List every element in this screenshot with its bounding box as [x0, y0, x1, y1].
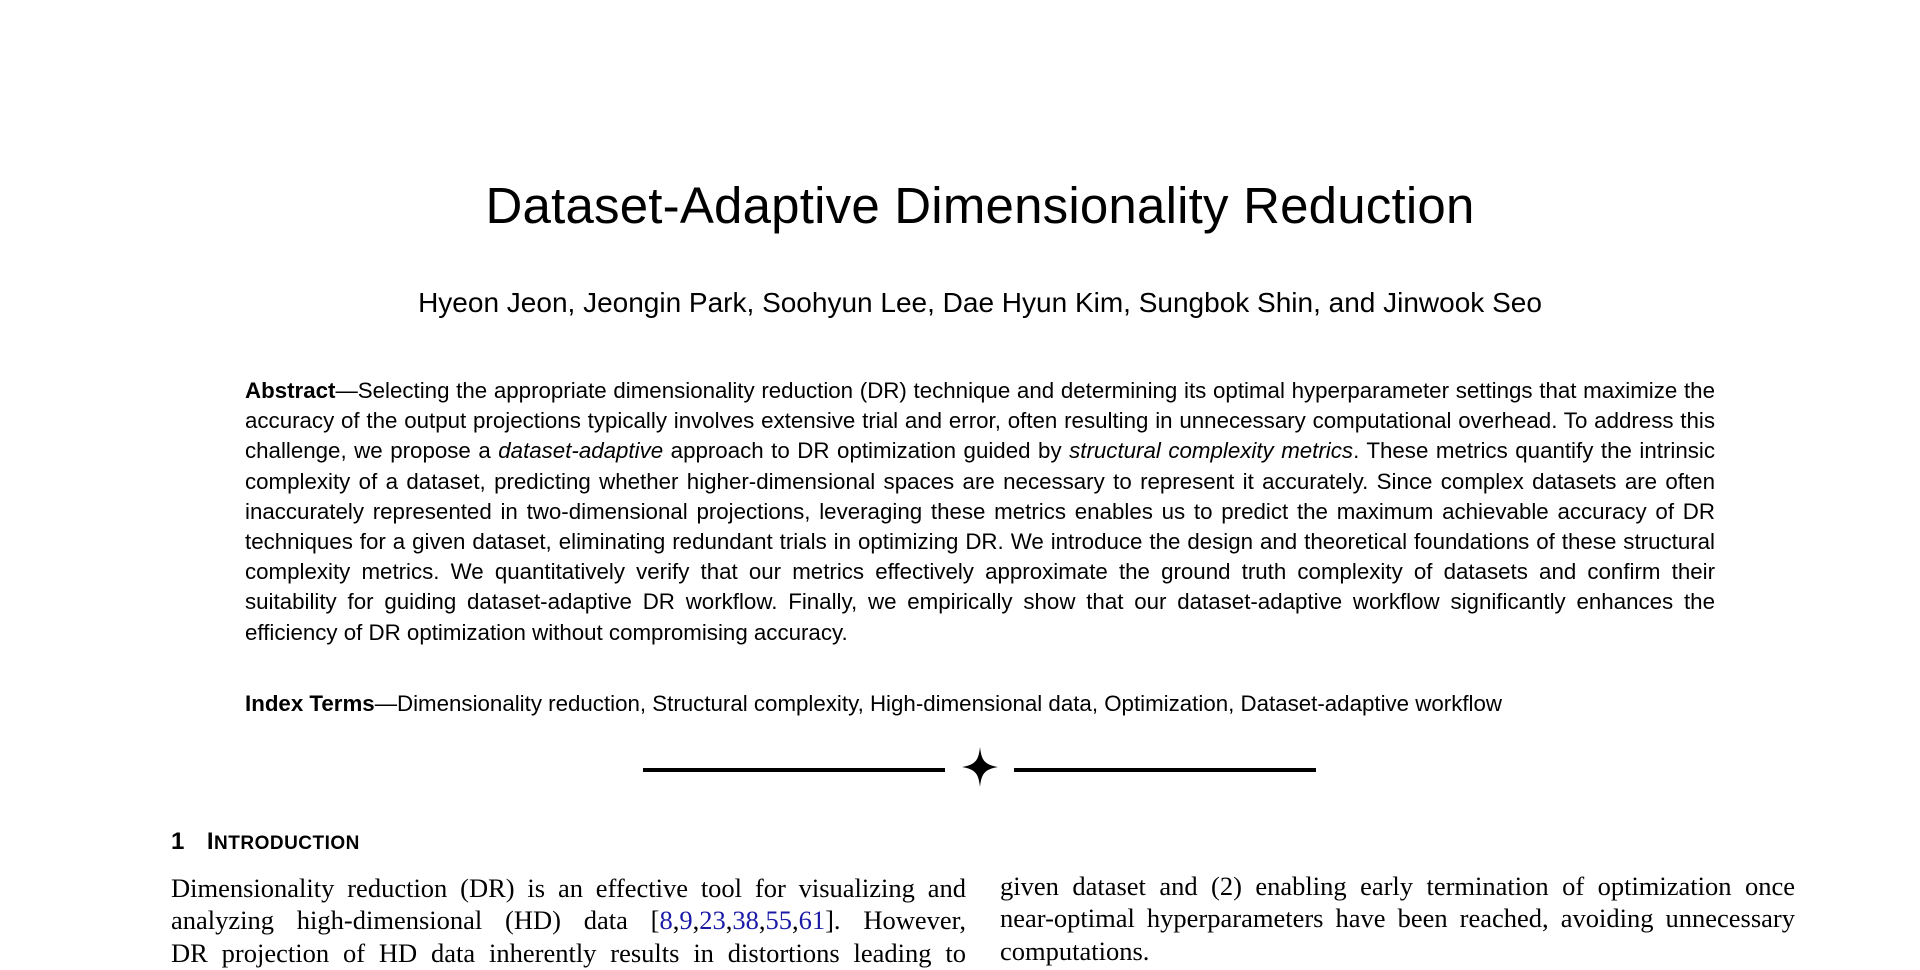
abstract-label: Abstract: [245, 378, 336, 403]
section-title-rest: NTRODUCTION: [214, 833, 360, 854]
paper-title: Dataset-Adaptive Dimensionality Reduction: [485, 177, 1475, 234]
index-terms-text: Dimensionality reduction, Structural complexity, High-dimensional data, Optimization, Dataset-adaptive workflow: [397, 691, 1503, 716]
left-column-line-2: analyzing high-dimensional (HD) data [8,9,23,38,55,61]. However,: [171, 905, 967, 936]
citation-link[interactable]: 38: [732, 905, 759, 936]
section-number: 1: [171, 828, 185, 855]
index-terms: [245, 689, 1715, 719]
index-terms-label: Index Terms: [245, 691, 375, 716]
right-column-line-1: given dataset and (2) enabling early termination of optimization once: [1000, 871, 1795, 901]
divider-right-rule: [1014, 768, 1316, 772]
section-title-initial: I: [206, 828, 215, 855]
abstract-italic-1: dataset-adaptive: [498, 438, 664, 464]
abstract-text-3: . These metrics quantify the intrinsic complexity of a dataset, predicting whether higher-dimensional spaces are necessary to represent it accurately. Since complex datasets are often inaccurately represented in two-dimensional projections, leveraging these metrics enables us to predict the maximum achievable accuracy of DR techniques for a given dataset, eliminating redundant trials in optimizing DR. We introduce the design and theoretical foundations of these structural complexity metrics. We quantitatively verify that our metrics effectively approximate the ground truth complexity of datasets and confirm their suitability for guiding dataset-adaptive DR workflow. Finally, we empirically show that our dataset-adaptive workflow significantly enhances the efficiency of DR optimization without compromising accuracy.: [245, 438, 1715, 645]
index-terms-dash: —: [374, 691, 397, 716]
left-column-text: [171, 872, 966, 969]
abstract-text-2: approach to DR optimization guided by: [663, 438, 1070, 464]
left-column-line-2-post: ]. However,: [825, 905, 967, 936]
right-column-text: [1000, 870, 1795, 967]
author-list: Hyeon Jeon, Jeongin Park, Soohyun Lee, Dae Hyun Kim, Sungbok Shin, and Jinwook Seo: [418, 287, 1542, 318]
left-column-line-3: DR projection of HD data inherently results in distortions leading to: [171, 937, 966, 968]
abstract: [245, 376, 1715, 648]
right-column-line-2: near-optimal hyperparameters have been reached, avoiding unnecessary: [1000, 903, 1795, 934]
abstract-italic-2: structural complexity metrics: [1069, 438, 1354, 464]
four-point-star-icon: [962, 747, 998, 787]
citation-link[interactable]: 8: [659, 905, 673, 936]
citation-link[interactable]: 61: [798, 905, 826, 936]
abstract-dash: —: [335, 378, 358, 403]
right-column-line-3: computations.: [1000, 935, 1150, 966]
citation-link[interactable]: 55: [765, 905, 792, 936]
left-column-line-2-pre: analyzing high-dimensional (HD) data [: [171, 905, 660, 936]
citation-link[interactable]: 23: [699, 905, 726, 936]
left-column-line-1: Dimensionality reduction (DR) is an effective tool for visualizing and: [171, 873, 966, 903]
divider-left-rule: [643, 768, 945, 772]
abstract-text-1: Selecting the appropriate dimensionality reduction (DR) technique and determining its optimal hyperparameter settings that maximize the accuracy of the output projections typically involves extensive trial and error, often resulting in unnecessary computational overhead. To address this challenge, we propose a: [245, 378, 1715, 464]
citation-link[interactable]: 9: [679, 905, 693, 936]
section-heading-introduction: [171, 828, 360, 856]
